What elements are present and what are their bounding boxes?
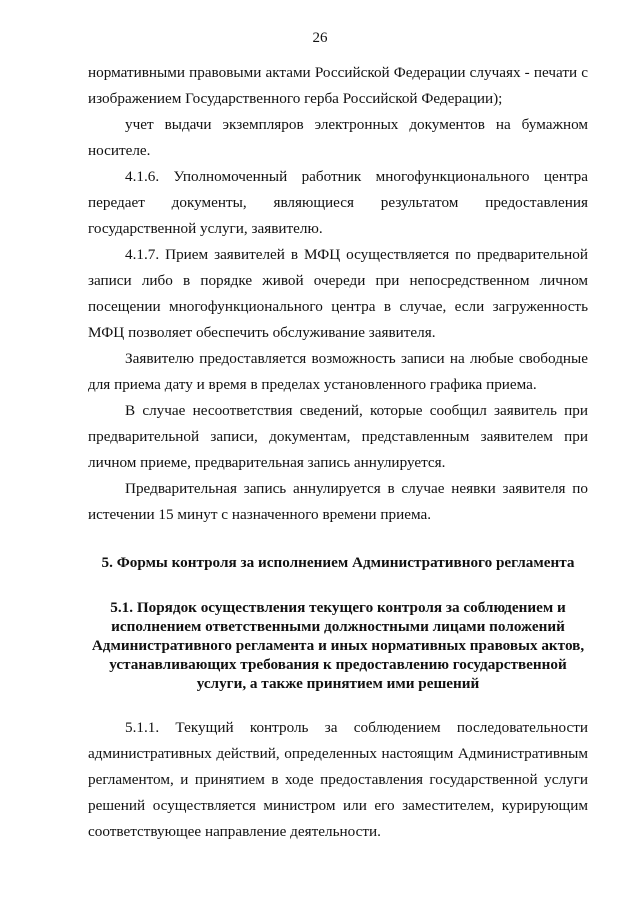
paragraph: учет выдачи экземпляров электронных документов на бумажном носителе. xyxy=(88,116,588,159)
paragraph: 4.1.7. Прием заявителей в МФЦ осуществляется по предварительной записи либо в порядке живой очереди при непосредственном личном посещении многофункционального центра в случае, если загруженность МФЦ позволяет обеспечить обслуживание заявителя. xyxy=(88,246,588,341)
subsection-heading-line: устанавливающих требования к предоставлению государственной xyxy=(109,656,567,673)
paragraph: Заявителю предоставляется возможность записи на любые свободные для приема дату и время в пределах установленного графика приема. xyxy=(88,350,588,393)
subsection-heading xyxy=(88,598,588,693)
subsection-heading-line: 5.1. Порядок осуществления текущего контроля за соблюдением и xyxy=(110,599,566,616)
page-number: 26 xyxy=(312,30,328,46)
subsection-heading-line: Административного регламента и иных нормативных правовых актов, xyxy=(91,637,585,654)
subsection-heading-line: исполнением ответственными должностными лицами положений xyxy=(111,618,565,635)
paragraph: Предварительная запись аннулируется в случае неявки заявителя по истечении 15 минут с назначенного времени приема. xyxy=(88,480,588,523)
paragraph: 4.1.6. Уполномоченный работник многофункционального центра передает документы, являющиеся результатом предоставления государственной услуги, заявителю. xyxy=(88,168,588,237)
section-heading: 5. Формы контроля за исполнением Административного регламента xyxy=(101,554,575,571)
document-body xyxy=(88,60,588,845)
paragraph: нормативными правовыми актами Российской Федерации случаях - печати с изображением Государственного герба Российской Федерации); xyxy=(88,64,588,107)
subsection-heading-line: услуги, а также принятием ими решений xyxy=(196,675,480,692)
paragraph: В случае несоответствия сведений, которые сообщил заявитель при предварительной записи, документам, представленным заявителем при личном приеме, предварительная запись аннулируется. xyxy=(88,402,588,471)
paragraph: 5.1.1. Текущий контроль за соблюдением последовательности административных действий, определенных настоящим Административным регламентом, и принятием в ходе предоставления государственной услуги решений осуществляется министром или его заместителем, курирующим соответствующее направление деятельности. xyxy=(88,719,588,840)
